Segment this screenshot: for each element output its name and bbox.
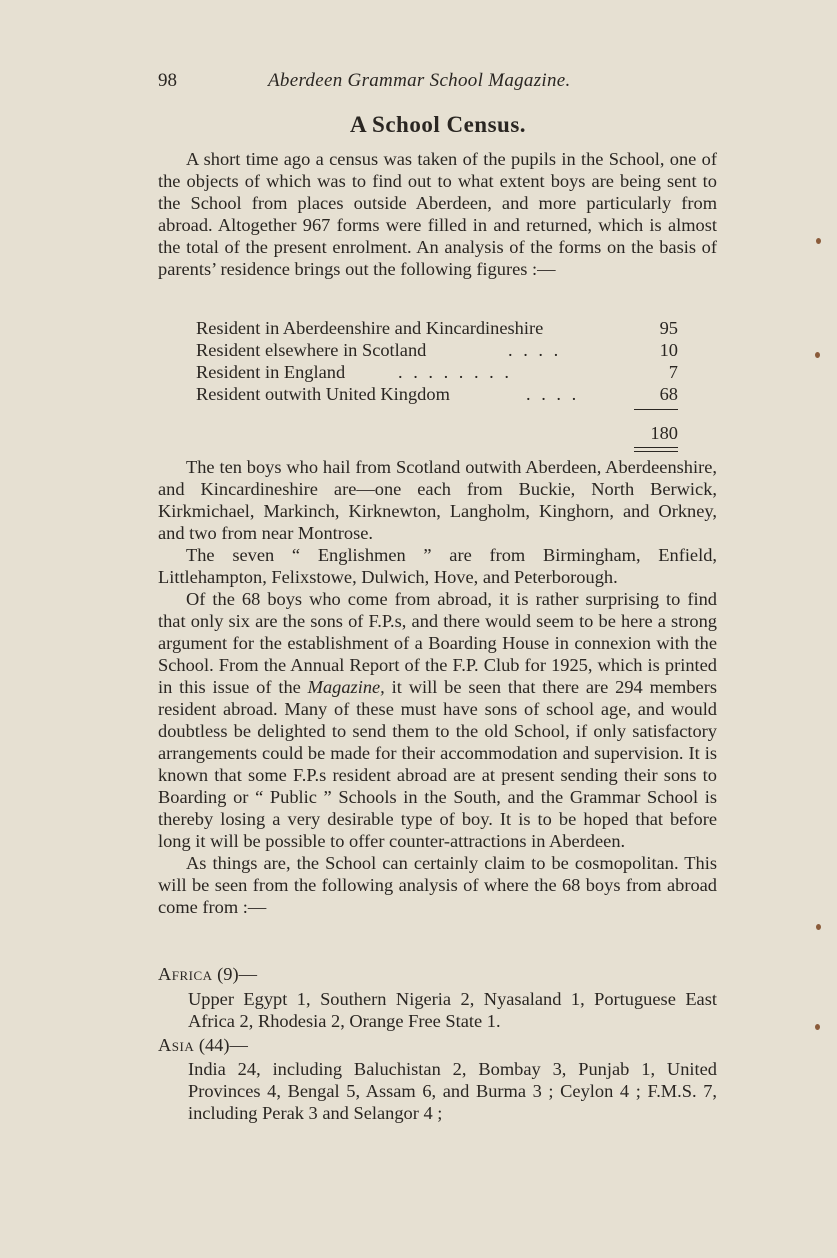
region-heading-asia: [158, 1034, 248, 1056]
running-title: Aberdeen Grammar School Magazine.: [268, 70, 571, 91]
paragraph-abroad-end: it will be seen that there are 294 members resident abroad. Many of these must have sons of school age, and would doubtless be delighted to send them to the old School, if only satisfactory arrangements could be made for their accommodation and supervision. It is known that some F.P.s resident abroad are at present sending their sons to Boarding or “ Public ” Schools in the South, and the Grammar School is thereby losing a very desirable type of boy. It is to be hoped that before long it will be possible to offer counter-attractions in Aberdeen.: [158, 677, 717, 851]
census-row-leader: . . . .: [526, 384, 580, 404]
page-header: [158, 70, 718, 96]
census-table: [196, 317, 678, 443]
paragraph-england: The seven “ Englishmen ” are from Birmingham, Enfield, Littlehampton, Felixstowe, Dulwich, Hove, and Peterborough.: [158, 545, 717, 587]
census-row: [196, 383, 678, 405]
body-text: [158, 456, 717, 918]
census-row-label: Resident elsewhere in Scotland: [196, 340, 427, 360]
region-count: (9)—: [212, 964, 258, 984]
paragraph-abroad-start: Of the 68 boys who come from abroad, it is rather surprising to find that only six are the sons of F.P.s, and there would seem to be here a strong argument for the establishment of a Boarding House in connexion with the School. From the Annual Report of the F.P. Club for 1925, which is printed in this issue of the: [158, 589, 717, 697]
paragraph-abroad: [158, 588, 717, 852]
paper-speck: [815, 1024, 820, 1030]
paper-speck: [815, 352, 820, 358]
census-row: [196, 361, 678, 383]
census-row: [196, 339, 678, 361]
paper-speck: [816, 924, 821, 930]
census-row-value: 10: [659, 340, 678, 360]
census-row-label: Resident outwith United Kingdom: [196, 384, 450, 404]
census-row-leader: . . . .: [508, 340, 562, 360]
census-row-leader: . . . . . . . .: [398, 362, 512, 382]
census-row-value: 68: [659, 384, 678, 404]
magazine-italic: Magazine,: [307, 677, 385, 697]
census-row: [196, 317, 678, 339]
intro-text: A short time ago a census was taken of the pupils in the School, one of the objects of which was to find out to what extent boys are being sent to the School from places outside Aberdeen, and more particularly from abroad. Altogether 967 forms were filled in and returned, which is almost the total of the present enrolment. An analysis of the forms on the basis of parents’ residence brings out the following figures :—: [158, 149, 717, 279]
paper-speck: [816, 238, 821, 244]
region-name: Asia: [158, 1035, 195, 1055]
census-row-label: Resident in Aberdeenshire and Kincardineshire: [196, 318, 544, 338]
paragraph-scotland: The ten boys who hail from Scotland outwith Aberdeen, Aberdeenshire, and Kincardineshire are—one each from Buckie, North Berwick, Kirkmichael, Markinch, Kirknewton, Langholm, Kinghorn, and Orkney, and two from near Montrose.: [158, 457, 717, 543]
page-number: 98: [158, 70, 177, 91]
intro-paragraph: [158, 148, 717, 280]
census-row-label: Resident in England: [196, 362, 346, 382]
region-list-asia: India 24, including Baluchistan 2, Bombay 3, Punjab 1, United Provinces 4, Bengal 5, Assam 6, and Burma 3 ; Ceylon 4 ; F.M.S. 7, including Perak 3 and Selangor 4 ;: [188, 1059, 717, 1123]
census-total: 180: [650, 423, 678, 443]
paragraph-cosmopolitan: As things are, the School can certainly claim to be cosmopolitan. This will be seen from the following analysis of where the 68 boys from abroad come from :—: [158, 853, 717, 917]
article-title: A School Census.: [349, 112, 527, 137]
total-double-rule: [634, 447, 678, 452]
region-name: Africa: [158, 964, 213, 984]
region-heading-africa: [158, 963, 257, 985]
sum-rule: [634, 409, 678, 410]
census-row-value: 7: [668, 362, 678, 382]
census-row-value: 95: [659, 318, 678, 338]
region-count: (44)—: [194, 1035, 248, 1055]
region-list-africa: Upper Egypt 1, Southern Nigeria 2, Nyasaland 1, Portuguese East Africa 2, Rhodesia 2, Orange Free State 1.: [188, 989, 717, 1031]
